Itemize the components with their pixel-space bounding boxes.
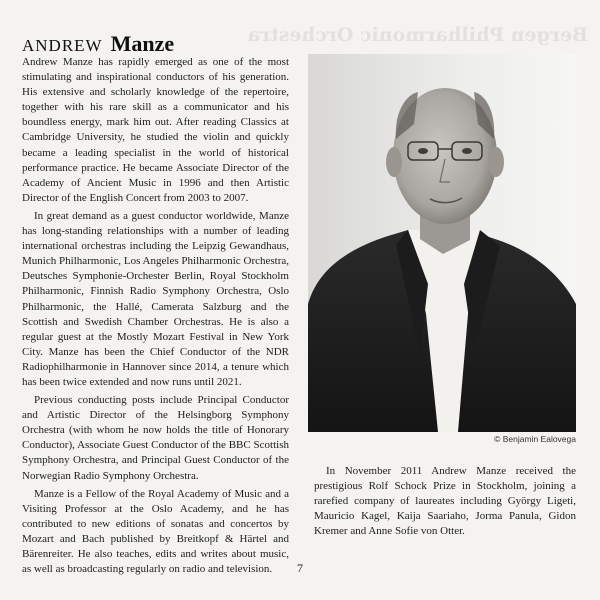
page-heading bbox=[22, 22, 174, 59]
conductor-portrait-photo bbox=[308, 54, 576, 432]
portrait-illustration bbox=[308, 54, 576, 432]
bleed-through-text: Bergen Philharmonic Orchestra bbox=[247, 24, 588, 46]
heading-first-name: ANDREW bbox=[22, 36, 103, 55]
biography-paragraph: In great demand as a guest conductor worldwide, Manze has long-standing relationships with a number of leading international orchestras including the Leipzig Gewandhaus, Munich Philharmonic, Los Angeles Philharmonic Orchestra, Deutsches Symphonie-Orchester Berlin, Royal Stockholm Philharmonic, Finnish Radio Symphony Orchestra, Oslo Philharmonic, the Hallé, Camerata Salzburg and the Scottish and Swedish Chamber Orchestras. He is also a regular guest at the Mostly Mozart Festival in New York City. Manze has been the Chief Conductor of the NDR Radiophilharmonie in Hannover since 2014, a tenure which has been twice extended and now runs until 2021. bbox=[22, 209, 289, 388]
photo-credit: © Benjamin Ealovega bbox=[494, 434, 576, 444]
award-paragraph: In November 2011 Andrew Manze received the prestigious Rolf Schock Prize in Stockholm, joining a rarefied company of laureates including György Ligeti, Mauricio Kagel, Kaija Saariaho, Jorma Panula, Gidon Kremer and Anne Sofie von Otter. bbox=[314, 465, 576, 538]
biography-column bbox=[22, 55, 289, 580]
heading-last-name: Manze bbox=[110, 31, 175, 56]
biography-paragraph: Manze is a Fellow of the Royal Academy of Music and a Visiting Professor at the Oslo Academy, and he has contributed to new editions of sonatas and concertos by Mozart and Bach published by Breitkopf & Härtel and Bärenreiter. He also teaches, edits and writes about music, as well as broadcasting regularly on radio and television. bbox=[22, 487, 289, 576]
award-column bbox=[314, 464, 576, 539]
biography-paragraph: Previous conducting posts include Principal Conductor and Artistic Director of the Helsingborg Symphony Orchestra (with whom he now holds the title of Honorary Conductor), Associate Guest Conductor of the BBC Scottish Symphony Orchestra, and Principal Guest Conductor of the Norwegian Radio Symphony Orchestra. bbox=[22, 394, 289, 482]
biography-paragraph: Andrew Manze has rapidly emerged as one of the most stimulating and inspirational conductors of his generation. His extensive and scholarly knowledge of the repertoire, together with his rare skill as a communicator and his boundless energy, mark him out. After reading Classics at Cambridge University, he studied the violin and quickly became a leading specialist in the world of historical performance practice. He became Associate Director of the Academy of Ancient Music in 1996 and then Artistic Director of the English Concert from 2003 to 2007. bbox=[22, 56, 289, 204]
page-number: 7 bbox=[297, 561, 303, 575]
